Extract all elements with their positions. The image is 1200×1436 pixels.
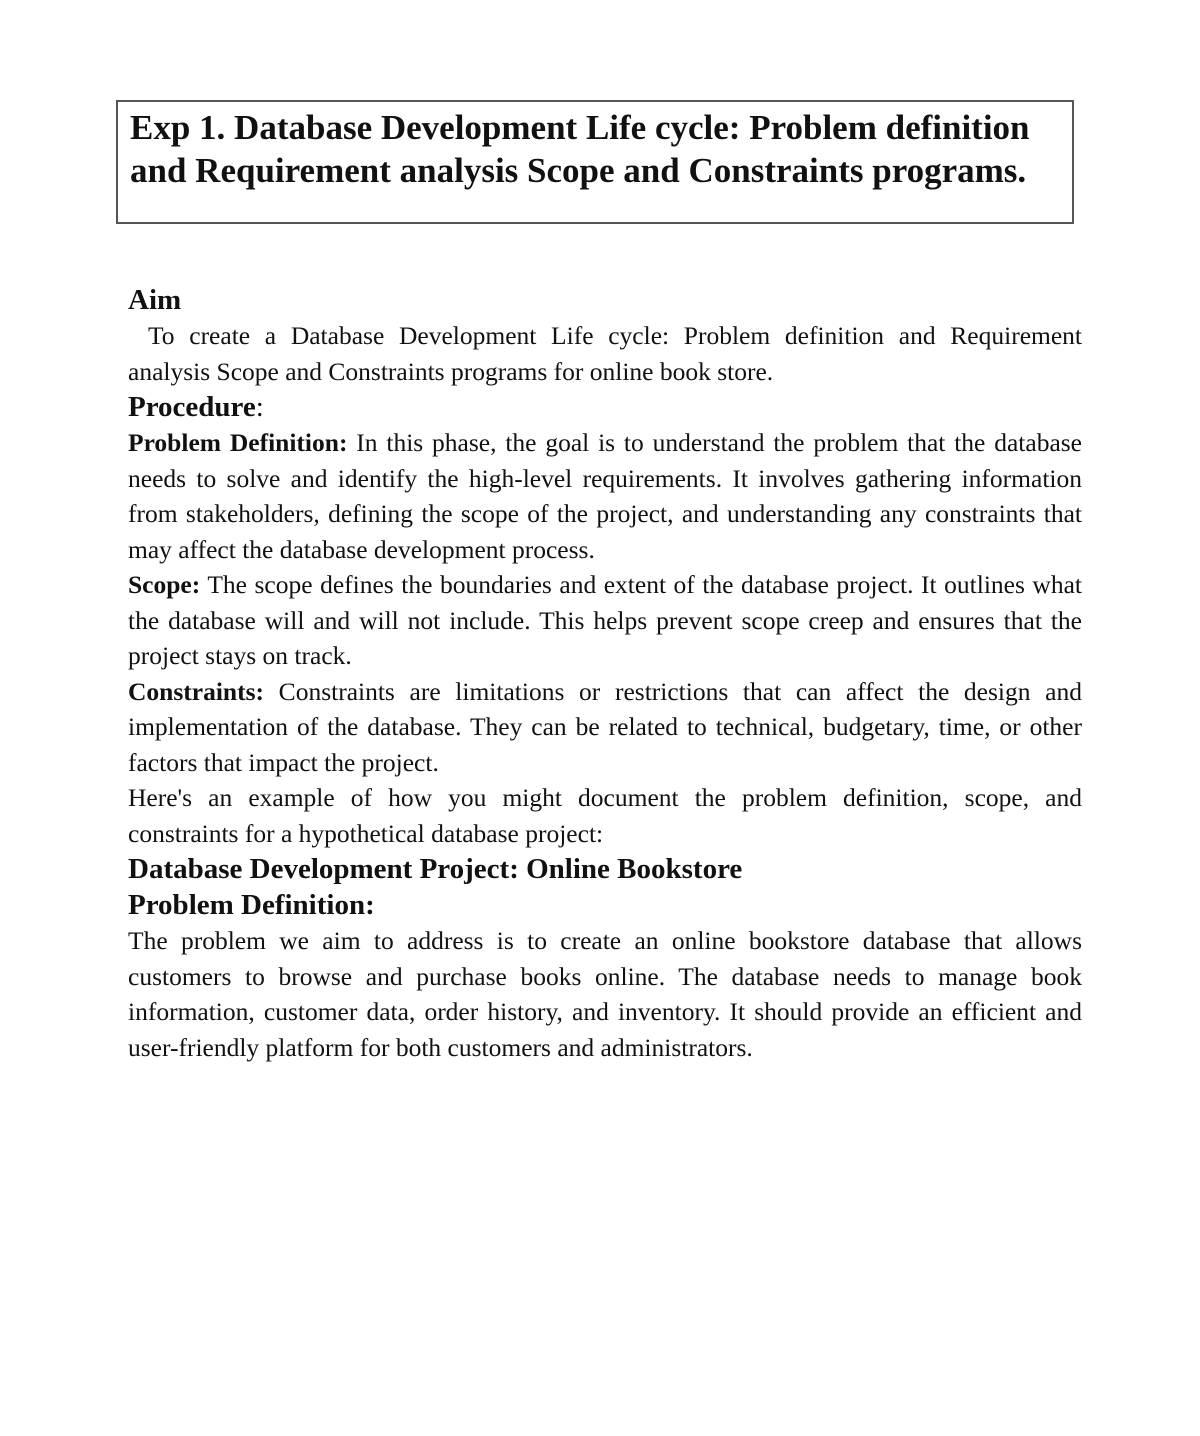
constraints-text: Constraints are limitations or restrictions that can affect the design and implementation of the database. They can be related to technical, budgetary, time, or other factors that impact the project. (128, 676, 1082, 777)
scope-label: Scope: (128, 570, 201, 599)
aim-text: To create a Database Development Life cycle: Problem definition and Requirement analysis Scope and Constraints programs for online book store. (128, 321, 1082, 386)
problem-statement-paragraph: The problem we aim to address is to create an online bookstore database that allows customers to browse and purchase books online. The database needs to manage book information, customer data, order history, and inventory. It should provide an efficient and user-friendly platform for both customers and administrators. (128, 926, 1082, 1062)
constraints-paragraph (128, 674, 1082, 781)
problem-definition-paragraph (128, 425, 1082, 567)
procedure-heading (128, 389, 1082, 425)
project-heading: Database Development Project: Online Bookstore (128, 853, 743, 885)
example-intro-paragraph: Here's an example of how you might document the problem definition, scope, and constraints for a hypothetical database project: (128, 783, 1082, 848)
problem-definition-text: In this phase, the goal is to understand the problem that the database needs to solve and identify the high-level requirements. It involves gathering information from stakeholders, defining the scope of the project, and understanding any constraints that may affect the database development process. (128, 428, 1082, 564)
scope-text: The scope defines the boundaries and extent of the database project. It outlines what the database will and will not include. This helps prevent scope creep and ensures that the project stays on track. (128, 570, 1082, 670)
problem-definition-label: Problem Definition: (128, 428, 348, 457)
document-body (128, 282, 1082, 1065)
procedure-heading-label: Procedure (128, 391, 256, 423)
constraints-label: Constraints: (128, 676, 265, 706)
aim-heading: Aim (128, 284, 182, 316)
page-title: Exp 1. Database Development Life cycle: Problem definition and Requirement analysis Scope and Constraints programs. (130, 108, 1030, 190)
procedure-heading-colon: : (255, 391, 264, 423)
problem-definition-heading: Problem Definition: (128, 889, 375, 921)
scope-paragraph (128, 567, 1082, 674)
title-box (116, 100, 1074, 224)
